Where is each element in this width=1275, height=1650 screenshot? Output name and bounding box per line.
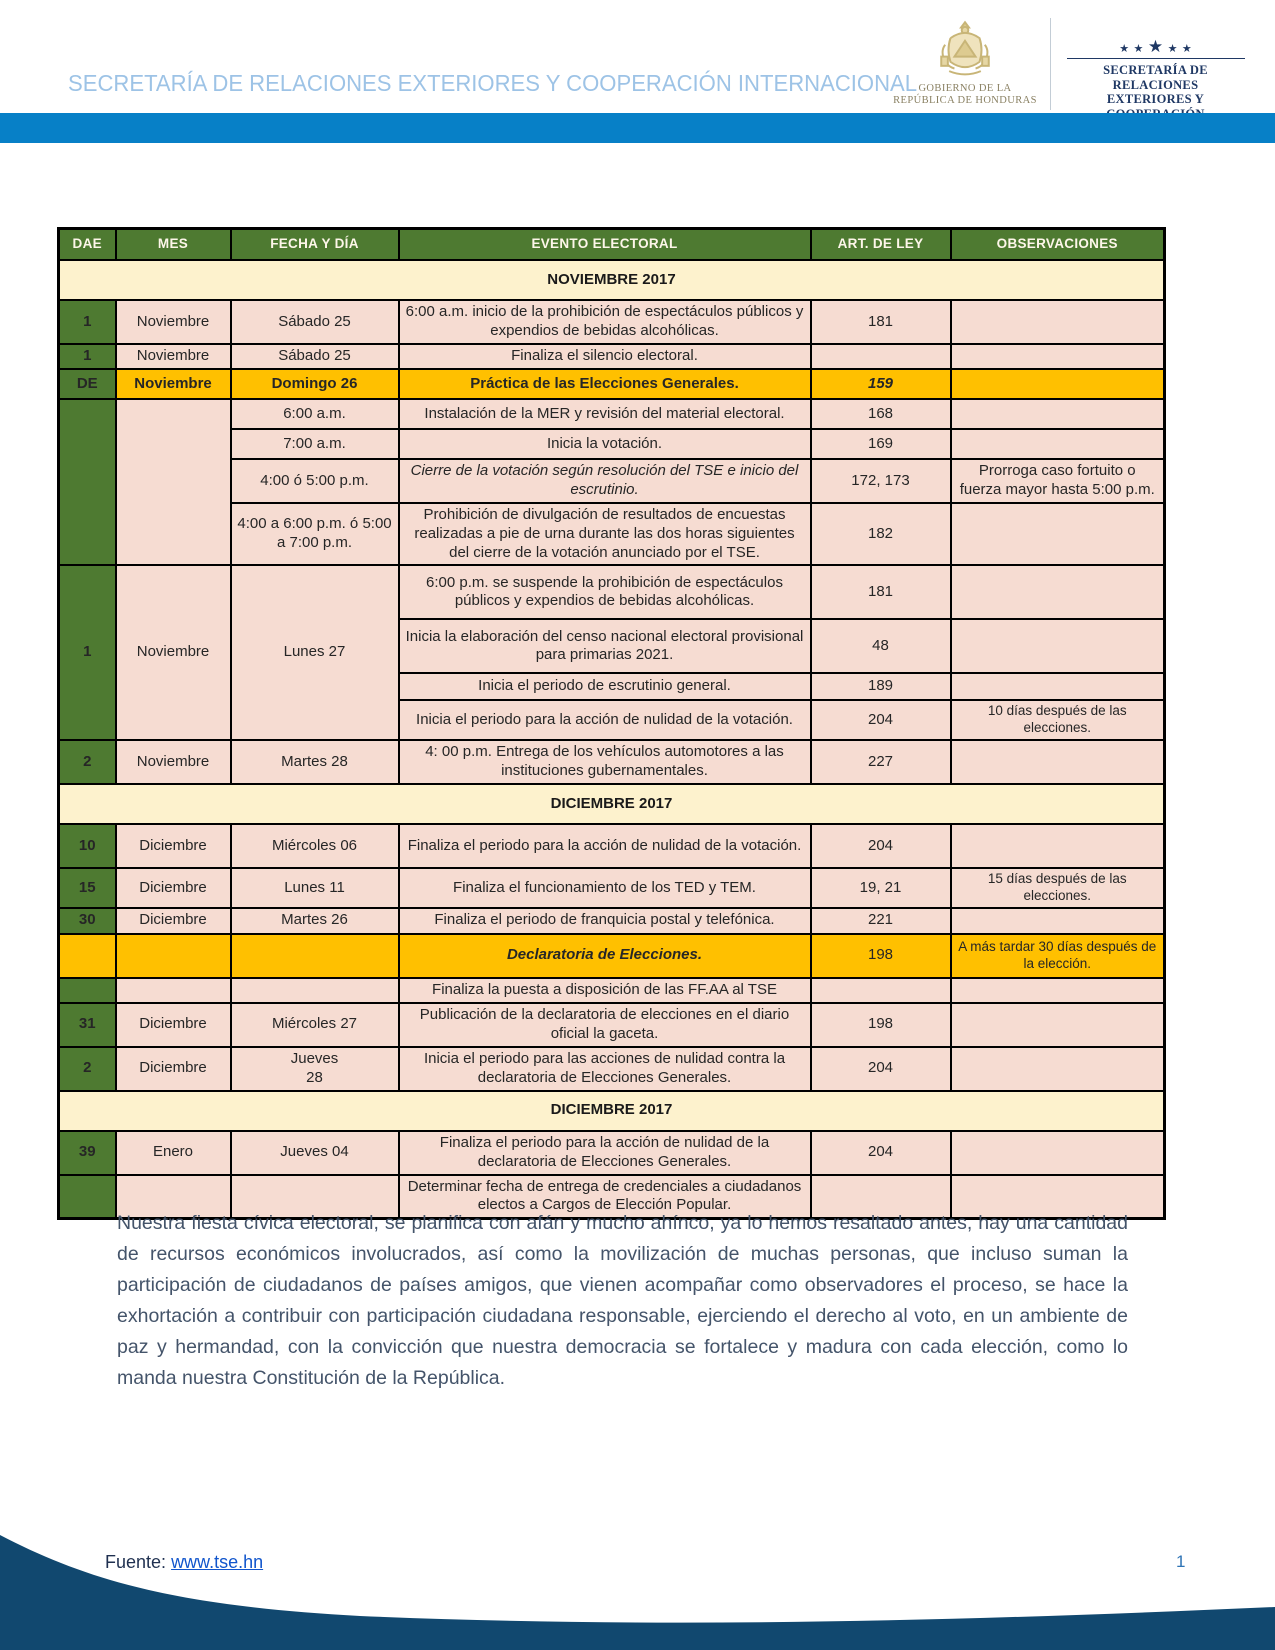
section-row-diciembre-2: [59, 1091, 1165, 1131]
cell-evento: Inicia la elaboración del censo nacional electoral provisional para primarias 2021.: [399, 619, 811, 673]
source-link[interactable]: www.tse.hn: [171, 1552, 264, 1572]
coat-of-arms-icon: [932, 18, 998, 82]
cell-obs: [951, 824, 1165, 868]
ministry-name: SECRETARÍA DE RELACIONES EXTERIORES Y: [1103, 63, 1208, 106]
table-row: [59, 1047, 1165, 1091]
cell-fecha: Martes 28: [231, 740, 399, 784]
cell-fecha: Lunes 27: [231, 565, 399, 740]
cell-evento: Cierre de la votación según resolución del TSE e inicio del escrutinio.: [399, 459, 811, 503]
col-header-art: ART. DE LEY: [811, 229, 951, 261]
cell-fecha: 6:00 a.m.: [231, 399, 399, 429]
col-header-dae: DAE: [59, 229, 116, 261]
cell-obs: [951, 908, 1165, 934]
cell-evento: 6:00 a.m. inicio de la prohibición de espectáculos públicos y expendios de bebidas alcohólicas.: [399, 300, 811, 344]
cell-fecha: 4:00 a 6:00 p.m. ó 5:00 a 7:00 p.m.: [231, 503, 399, 565]
table-row: [59, 344, 1165, 369]
header-accent-bar: [0, 113, 1275, 143]
cell-obs: A más tardar 30 días después de la elección.: [951, 934, 1165, 978]
cell-evento: Finaliza la puesta a disposición de las FF.AA al TSE: [399, 978, 811, 1003]
cell-mes: Diciembre: [116, 908, 231, 934]
section-label: DICIEMBRE 2017: [59, 784, 1165, 824]
cell-dae: 2: [59, 1047, 116, 1091]
cell-mes: Noviembre: [116, 369, 231, 399]
cell-dae: DE: [59, 369, 116, 399]
cell-fecha: Domingo 26: [231, 369, 399, 399]
section-label: NOVIEMBRE 2017: [59, 260, 1165, 300]
cell-obs: [951, 503, 1165, 565]
cell-art: 182: [811, 503, 951, 565]
logo-divider: [1050, 18, 1051, 110]
footer-wave: [0, 1520, 1275, 1650]
cell-fecha: Sábado 25: [231, 344, 399, 369]
cell-art: 198: [811, 934, 951, 978]
cell-art: 204: [811, 1131, 951, 1175]
cell-mes: Noviembre: [116, 300, 231, 344]
table-row: [59, 908, 1165, 934]
cell-evento: Prohibición de divulgación de resultados de encuestas realizadas a pie de urna durante las dos horas siguientes del cierre de la votación anunciado por el TSE.: [399, 503, 811, 565]
cell-art: 221: [811, 908, 951, 934]
cell-art: 181: [811, 565, 951, 619]
cell-evento: Inicia el periodo para las acciones de nulidad contra la declaratoria de Elecciones Generales.: [399, 1047, 811, 1091]
cell-fecha: [231, 934, 399, 978]
cell-mes: [116, 399, 231, 565]
electoral-calendar-table: [57, 227, 1166, 1220]
table-row-highlight-declaratoria: [59, 934, 1165, 978]
cell-art: 159: [811, 369, 951, 399]
table-row: [59, 824, 1165, 868]
cell-evento: Publicación de la declaratoria de elecciones en el diario oficial la gaceta.: [399, 1003, 811, 1047]
cell-obs: [951, 369, 1165, 399]
cell-dae: 1: [59, 300, 116, 344]
section-label: DICIEMBRE 2017: [59, 1091, 1165, 1131]
cell-dae: [59, 978, 116, 1003]
table-row: [59, 399, 1165, 429]
cell-art: 48: [811, 619, 951, 673]
page-number: 1: [1176, 1552, 1186, 1571]
cell-fecha: Jueves 28: [231, 1047, 399, 1091]
cell-obs: [951, 1047, 1165, 1091]
source-label: Fuente:: [105, 1552, 167, 1572]
cell-obs: [951, 344, 1165, 369]
cell-art: 204: [811, 1047, 951, 1091]
cell-fecha: Jueves 04: [231, 1131, 399, 1175]
table-row-highlight-election-day: [59, 369, 1165, 399]
table-row: [59, 978, 1165, 1003]
cell-fecha: 7:00 a.m.: [231, 429, 399, 459]
cell-art: 189: [811, 673, 951, 700]
cell-evento: Finaliza el silencio electoral.: [399, 344, 811, 369]
stars-rule: [1067, 58, 1245, 59]
cell-fecha: Martes 26: [231, 908, 399, 934]
cell-evento: Finaliza el funcionamiento de los TED y TEM.: [399, 868, 811, 908]
cell-art: 198: [811, 1003, 951, 1047]
cell-art: 181: [811, 300, 951, 344]
cell-fecha: Miércoles 27: [231, 1003, 399, 1047]
cell-art: 172, 173: [811, 459, 951, 503]
cell-mes: Noviembre: [116, 740, 231, 784]
cell-obs: 15 días después de las elecciones.: [951, 868, 1165, 908]
table-row: [59, 1131, 1165, 1175]
cell-obs: [951, 1003, 1165, 1047]
cell-art: 227: [811, 740, 951, 784]
table-row: [59, 565, 1165, 619]
cell-evento: Finaliza el periodo de franquicia postal y telefónica.: [399, 908, 811, 934]
cell-obs: [951, 1131, 1165, 1175]
cell-evento: Finaliza el periodo para la acción de nulidad de la votación.: [399, 824, 811, 868]
cell-mes: [116, 978, 231, 1003]
cell-fecha: [231, 978, 399, 1003]
section-row-diciembre: [59, 784, 1165, 824]
cell-mes: Diciembre: [116, 1047, 231, 1091]
government-name: GOBIERNO DE LA REPÚBLICA DE HONDURAS: [893, 83, 1037, 106]
cell-dae: 30: [59, 908, 116, 934]
cell-dae: 10: [59, 824, 116, 868]
cell-obs: Prorroga caso fortuito o fuerza mayor hasta 5:00 p.m.: [951, 459, 1165, 503]
cell-art: [811, 978, 951, 1003]
cell-evento: Determinar fecha de entrega de credenciales a ciudadanos electos a Cargos de Elección Popular.: [399, 1175, 811, 1219]
cell-art: 204: [811, 700, 951, 740]
col-header-fecha: FECHA Y DÍA: [231, 229, 399, 261]
stars-icon: ★ ★ ★ ★ ★: [1119, 37, 1192, 56]
cell-evento: Práctica de las Elecciones Generales.: [399, 369, 811, 399]
cell-mes: Diciembre: [116, 868, 231, 908]
cell-obs: [951, 399, 1165, 429]
government-logo: [890, 18, 1250, 110]
cell-evento: Inicia el periodo para la acción de nulidad de la votación.: [399, 700, 811, 740]
cell-evento: Instalación de la MER y revisión del material electoral.: [399, 399, 811, 429]
cell-fecha: Lunes 11: [231, 868, 399, 908]
cell-dae: 39: [59, 1131, 116, 1175]
cell-dae: 15: [59, 868, 116, 908]
cell-dae: [59, 934, 116, 978]
col-header-mes: MES: [116, 229, 231, 261]
table-header-row: [59, 229, 1165, 261]
cell-evento: Inicia la votación.: [399, 429, 811, 459]
table-row: [59, 740, 1165, 784]
cell-obs: 10 días después de las elecciones.: [951, 700, 1165, 740]
cell-obs: [951, 619, 1165, 673]
cell-obs: [951, 429, 1165, 459]
table-row: [59, 300, 1165, 344]
cell-art: [811, 344, 951, 369]
cell-dae: 1: [59, 565, 116, 740]
col-header-evento: EVENTO ELECTORAL: [399, 229, 811, 261]
cell-dae: [59, 1175, 116, 1219]
cell-obs: [951, 740, 1165, 784]
cell-dae: [59, 399, 116, 565]
cell-evento: Finaliza el periodo para la acción de nulidad de la declaratoria de Elecciones Generales.: [399, 1131, 811, 1175]
cell-fecha: Miércoles 06: [231, 824, 399, 868]
cell-evento: Declaratoria de Elecciones.: [399, 934, 811, 978]
cell-mes: Enero: [116, 1131, 231, 1175]
cell-mes: Diciembre: [116, 1003, 231, 1047]
section-row-noviembre: [59, 260, 1165, 300]
cell-evento: Inicia el periodo de escrutinio general.: [399, 673, 811, 700]
cell-art: 204: [811, 824, 951, 868]
cell-mes: Noviembre: [116, 344, 231, 369]
cell-dae: 1: [59, 344, 116, 369]
cell-evento: 6:00 p.m. se suspende la prohibición de espectáculos públicos y expendios de bebidas alcohólicas.: [399, 565, 811, 619]
cell-obs: [951, 673, 1165, 700]
cell-dae: 31: [59, 1003, 116, 1047]
cell-obs: [951, 978, 1165, 1003]
cell-mes: Diciembre: [116, 824, 231, 868]
cell-mes: [116, 934, 231, 978]
cell-fecha: 4:00 ó 5:00 p.m.: [231, 459, 399, 503]
cell-fecha: Sábado 25: [231, 300, 399, 344]
table-row: [59, 1003, 1165, 1047]
cell-evento: 4: 00 p.m. Entrega de los vehículos automotores a las instituciones gubernamentales.: [399, 740, 811, 784]
page-title: SECRETARÍA DE RELACIONES EXTERIORES Y COOPERACIÓN INTERNACIONAL: [68, 70, 918, 96]
cell-art: 169: [811, 429, 951, 459]
cell-art: 19, 21: [811, 868, 951, 908]
body-paragraph: Nuestra fiesta cívica electoral, se planifica con afán y mucho ahínco, ya lo hemos resaltado antes, hay una cantidad de recursos económicos involucrados, así como la movilización de muchas personas, que incluso suman la participación de ciudadanos de países amigos, que vienen acompañar como observadores el proceso, se hace la exhortación a contribuir con participación ciudadana responsable, ejerciendo el derecho al voto, en un ambiente de paz y hermandad, con la convicción que nuestra democracia se fortalece y madura con cada elección, como lo manda nuestra Constitución de la República.: [117, 1212, 1128, 1389]
honduras-coat-of-arms: [890, 18, 1040, 107]
cell-art: 168: [811, 399, 951, 429]
table-row: [59, 868, 1165, 908]
cell-dae: 2: [59, 740, 116, 784]
cell-mes: Noviembre: [116, 565, 231, 740]
cell-obs: [951, 565, 1165, 619]
cell-obs: [951, 300, 1165, 344]
col-header-obs: OBSERVACIONES: [951, 229, 1165, 261]
